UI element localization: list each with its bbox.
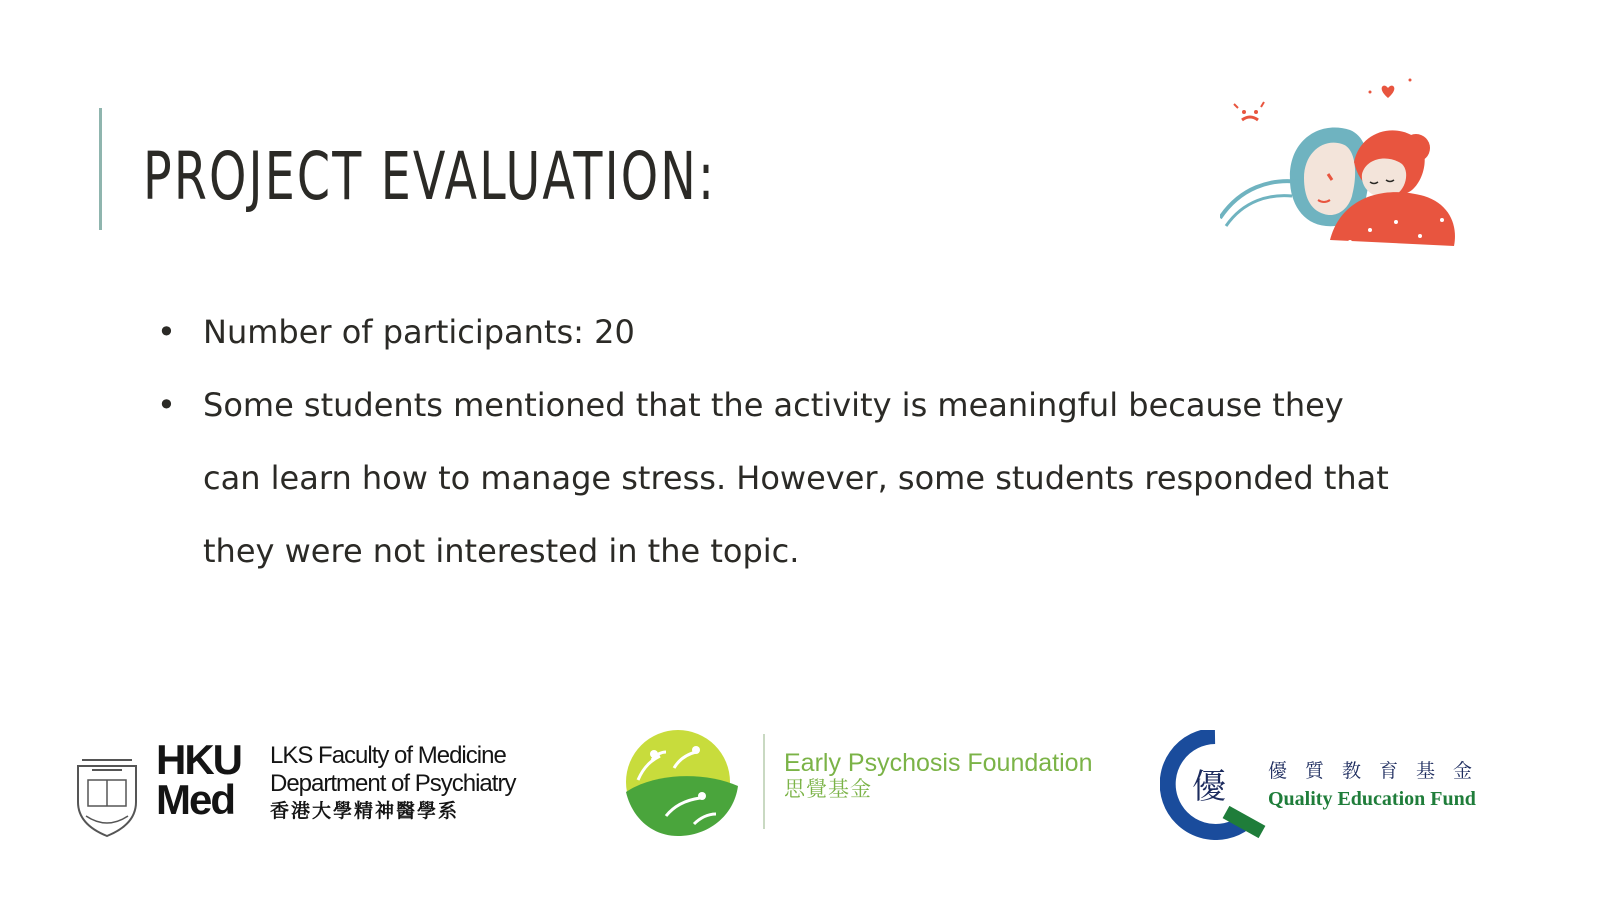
hku-crest-icon — [72, 756, 142, 838]
early-psychosis-foundation-text — [784, 748, 1092, 802]
slide-title: PROJECT EVALUATION: — [143, 138, 717, 215]
bullet-feedback — [153, 369, 1403, 588]
bullet-participants — [153, 296, 1403, 369]
qef-name-cn: 優質教育基金 — [1268, 760, 1491, 782]
epf-name-cn: 思覺基金 — [784, 778, 872, 801]
bullet-text: Some students mentioned that the activity is meaningful because they can learn how to manage stress. However, some students responded that they were not interested in the topic. — [203, 386, 1389, 570]
qef-name-en: Quality Education Fund — [1268, 788, 1476, 810]
bullet-marker: • — [157, 386, 176, 424]
title-accent-bar — [99, 108, 102, 230]
department-name: Department of Psychiatry — [270, 770, 516, 797]
epf-name-en: Early Psychosis Foundation — [784, 749, 1093, 777]
department-name-cn: 香港大學精神醫學系 — [270, 801, 460, 822]
hku-department-text — [270, 742, 515, 826]
logo-divider — [763, 734, 765, 829]
hku-med-wordmark — [156, 736, 241, 823]
bullet-list — [153, 296, 1403, 588]
early-psychosis-foundation-logo-icon — [618, 730, 748, 840]
faculty-name: LKS Faculty of Medicine — [270, 742, 506, 769]
hku-line: HKU — [156, 736, 241, 783]
bullet-text: Number of participants: 20 — [203, 313, 635, 351]
bullet-marker: • — [157, 313, 176, 351]
svg-text:優: 優 — [1192, 767, 1226, 807]
med-line: Med — [156, 776, 234, 823]
hugging-friends-illustration — [1220, 70, 1480, 255]
footer-logos — [0, 730, 1600, 860]
quality-education-fund-logo-icon — [1160, 730, 1270, 840]
